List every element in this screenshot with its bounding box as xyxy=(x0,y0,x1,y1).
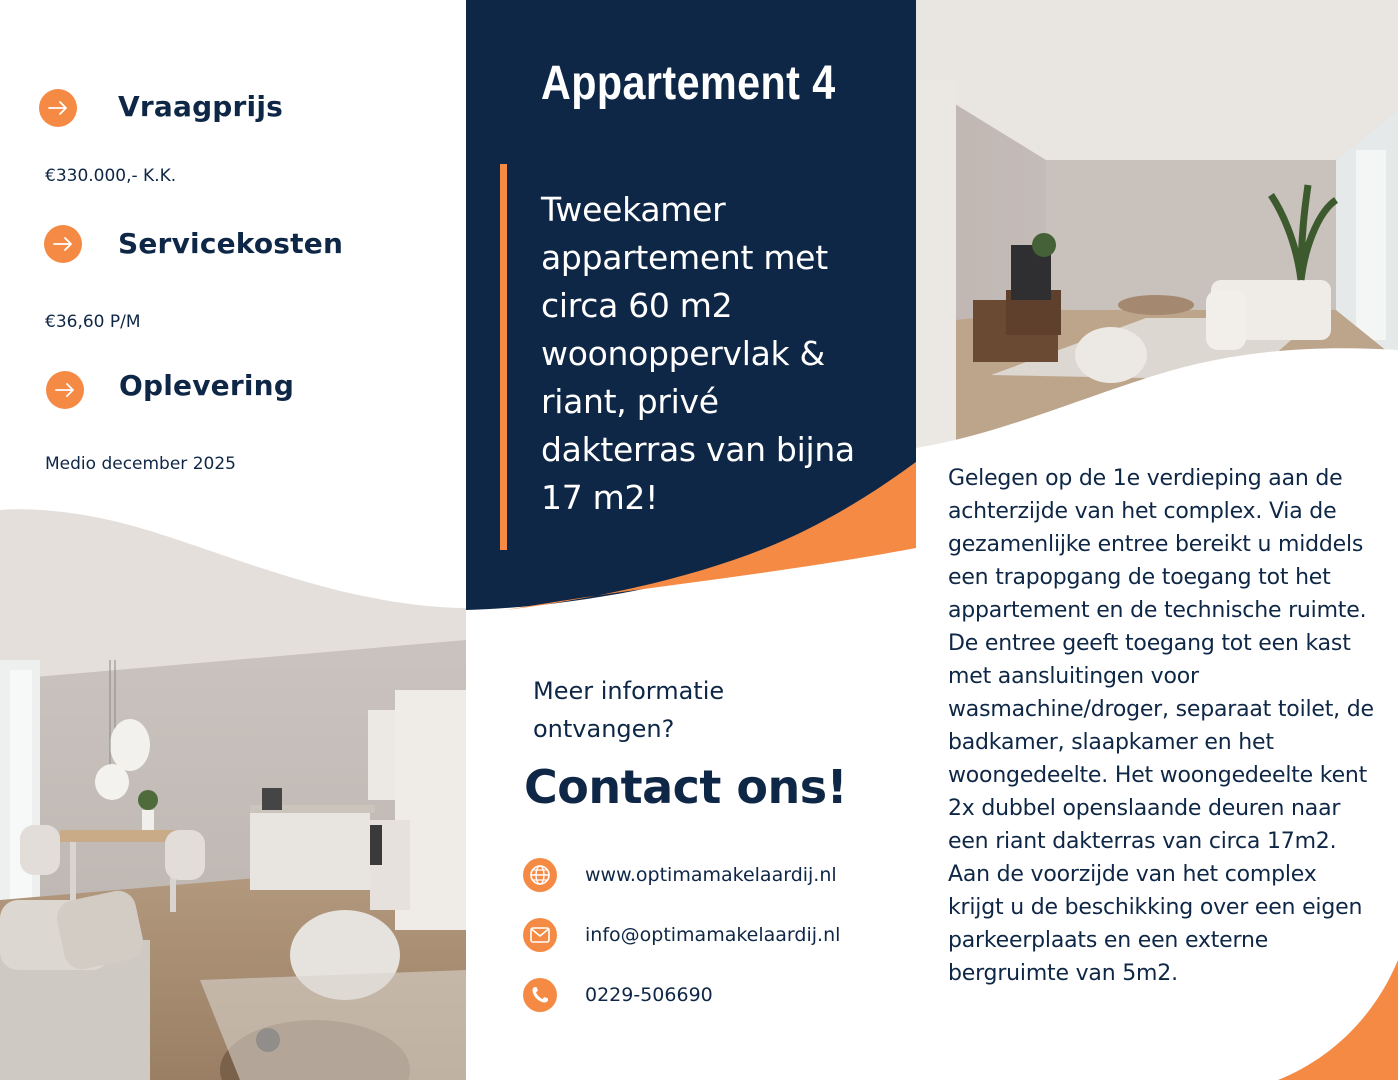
phone-link[interactable]: 0229-506690 xyxy=(585,984,713,1006)
left-panel xyxy=(0,0,466,1080)
delivery-heading: Oplevering xyxy=(119,369,295,402)
accent-bar xyxy=(500,164,507,550)
property-description: Gelegen op de 1e verdieping aan de achterzijde van het complex. Via de gezamenlijke entree bereikt u middels een trapopgang de toegang tot het appartement en de technische ruimte. De entree geeft toegang tot een kast met aansluitingen voor wasmachine/droger, separaat toilet, de badkamer, slaapkamer en het woongedeelte. Het woongedeelte kent 2x dubbel openslaande deuren naar een riant dakterras van circa 17m2. Aan de voorzijde van het complex krijgt u de beschikking over een eigen parkeerplaats en een externe bergruimte van 5m2. xyxy=(948,466,1374,986)
globe-icon xyxy=(523,858,557,892)
phone-icon xyxy=(523,978,557,1012)
website-link[interactable]: www.optimamakelaardij.nl xyxy=(585,864,837,886)
contact-phone[interactable] xyxy=(523,978,713,1012)
contact-website[interactable] xyxy=(523,858,837,892)
wave-divider xyxy=(916,330,1398,480)
more-info-text: Meer informatie ontvangen? xyxy=(533,677,725,743)
delivery-value: Medio december 2025 xyxy=(45,454,236,474)
mail-icon xyxy=(523,918,557,952)
service-costs-heading: Servicekosten xyxy=(118,227,344,260)
service-costs-value: €36,60 P/M xyxy=(45,312,141,332)
arrow-right-icon xyxy=(46,371,84,409)
contact-heading: Contact ons! xyxy=(524,760,848,814)
arrow-right-icon xyxy=(39,89,77,127)
middle-panel xyxy=(466,0,916,1080)
wave-divider xyxy=(0,480,466,620)
asking-price-value: €330.000,- K.K. xyxy=(45,166,177,186)
email-link[interactable]: info@optimamakelaardij.nl xyxy=(585,924,841,946)
contact-email[interactable] xyxy=(523,918,841,952)
page-title: Appartement 4 xyxy=(541,57,836,110)
subtitle: Tweekamer appartement met circa 60 m2 woonoppervlak & riant, privé dakterras van bijna 17 m2! xyxy=(541,190,855,517)
asking-price-heading: Vraagprijs xyxy=(118,90,284,123)
right-panel xyxy=(916,0,1398,1080)
arrow-right-icon xyxy=(44,225,82,263)
